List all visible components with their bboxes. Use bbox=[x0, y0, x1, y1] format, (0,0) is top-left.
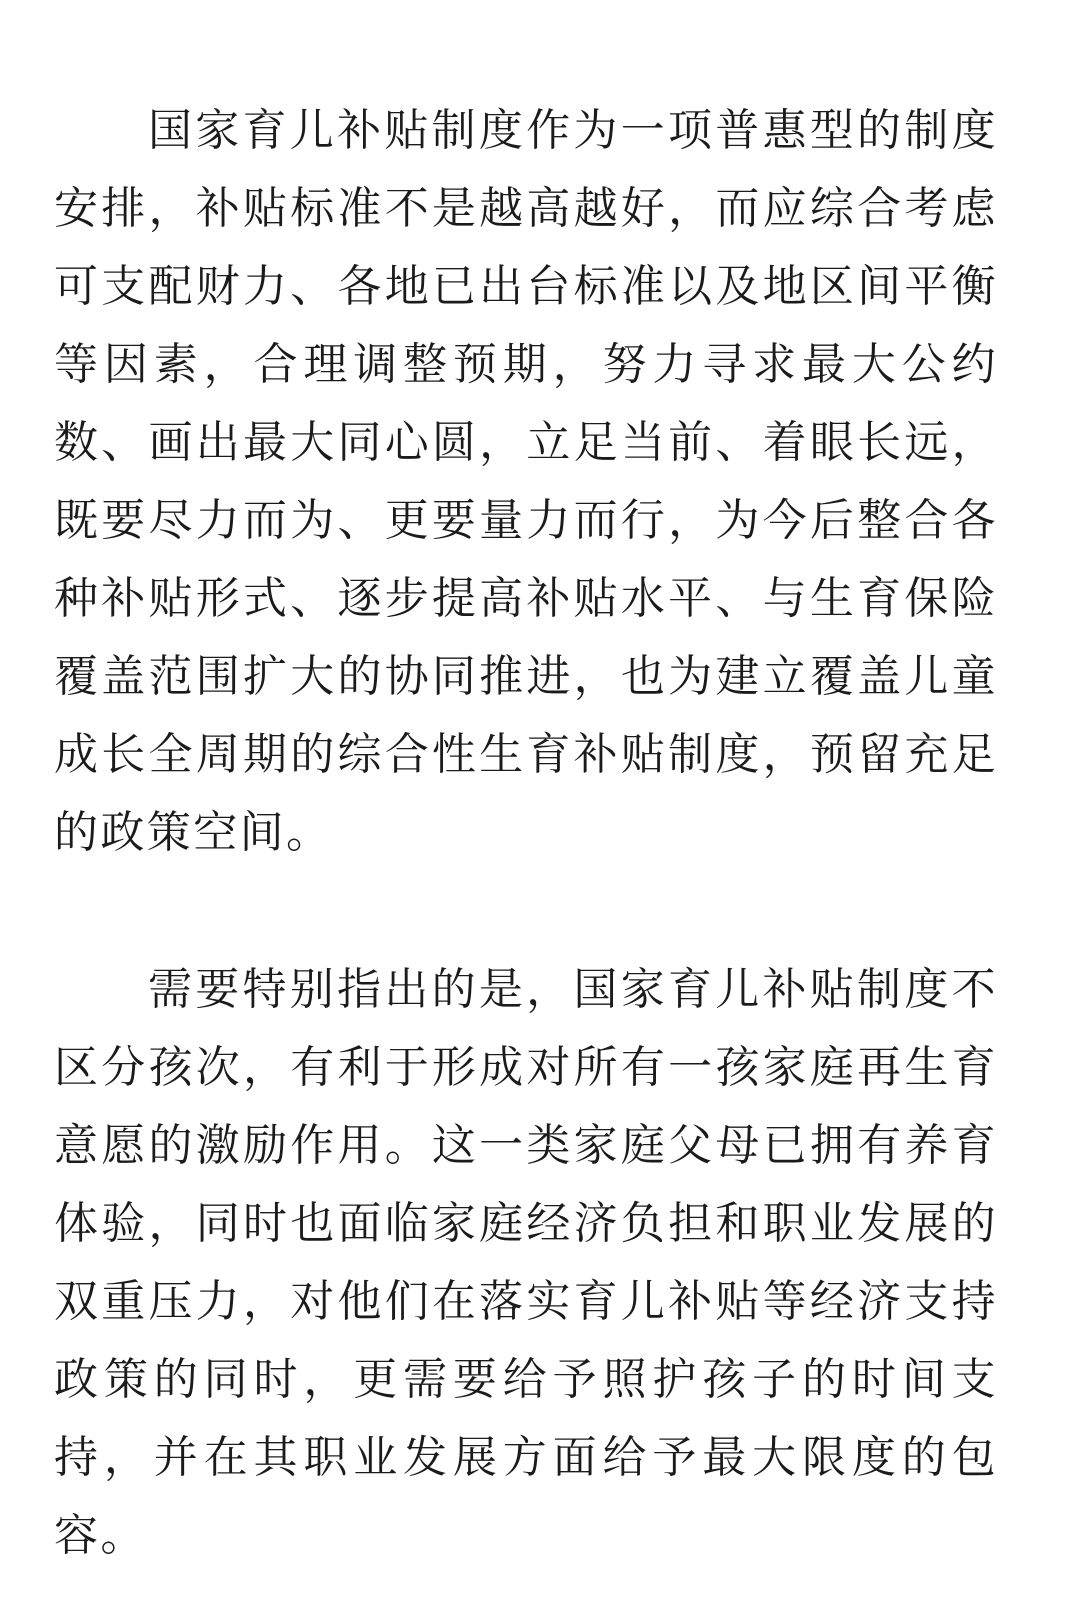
text-line: 国家育儿补贴制度作为一项普惠型的制度 bbox=[148, 105, 998, 156]
paragraph-1 bbox=[54, 92, 998, 872]
text-line: 等因素，合理调整预期，努力寻求最大公约 bbox=[54, 339, 998, 390]
text-line: 成长全周期的综合性生育补贴制度，预留充足 bbox=[54, 729, 998, 780]
text-line: 的政策空间。 bbox=[54, 807, 333, 858]
text-line: 需要特别指出的是，国家育儿补贴制度不 bbox=[148, 964, 998, 1015]
text-line: 双重压力，对他们在落实育儿补贴等经济支持 bbox=[54, 1276, 998, 1327]
paragraph-2 bbox=[54, 951, 998, 1575]
text-line: 可支配财力、各地已出台标准以及地区间平衡 bbox=[54, 261, 998, 312]
text-line: 持，并在其职业发展方面给予最大限度的包 bbox=[54, 1432, 998, 1483]
text-line: 政策的同时，更需要给予照护孩子的时间支 bbox=[54, 1354, 998, 1405]
text-line: 意愿的激励作用。这一类家庭父母已拥有养育 bbox=[54, 1120, 998, 1171]
text-line: 数、画出最大同心圆，立足当前、着眼长远， bbox=[54, 417, 998, 468]
text-line: 安排，补贴标准不是越高越好，而应综合考虑 bbox=[54, 183, 998, 234]
text-line: 区分孩次，有利于形成对所有一孩家庭再生育 bbox=[54, 1042, 998, 1093]
text-line: 既要尽力而为、更要量力而行，为今后整合各 bbox=[54, 495, 998, 546]
text-line: 覆盖范围扩大的协同推进，也为建立覆盖儿童 bbox=[54, 651, 998, 702]
text-line: 种补贴形式、逐步提高补贴水平、与生育保险 bbox=[54, 573, 998, 624]
text-line: 体验，同时也面临家庭经济负担和职业发展的 bbox=[54, 1198, 998, 1249]
text-line: 容。 bbox=[54, 1510, 147, 1561]
